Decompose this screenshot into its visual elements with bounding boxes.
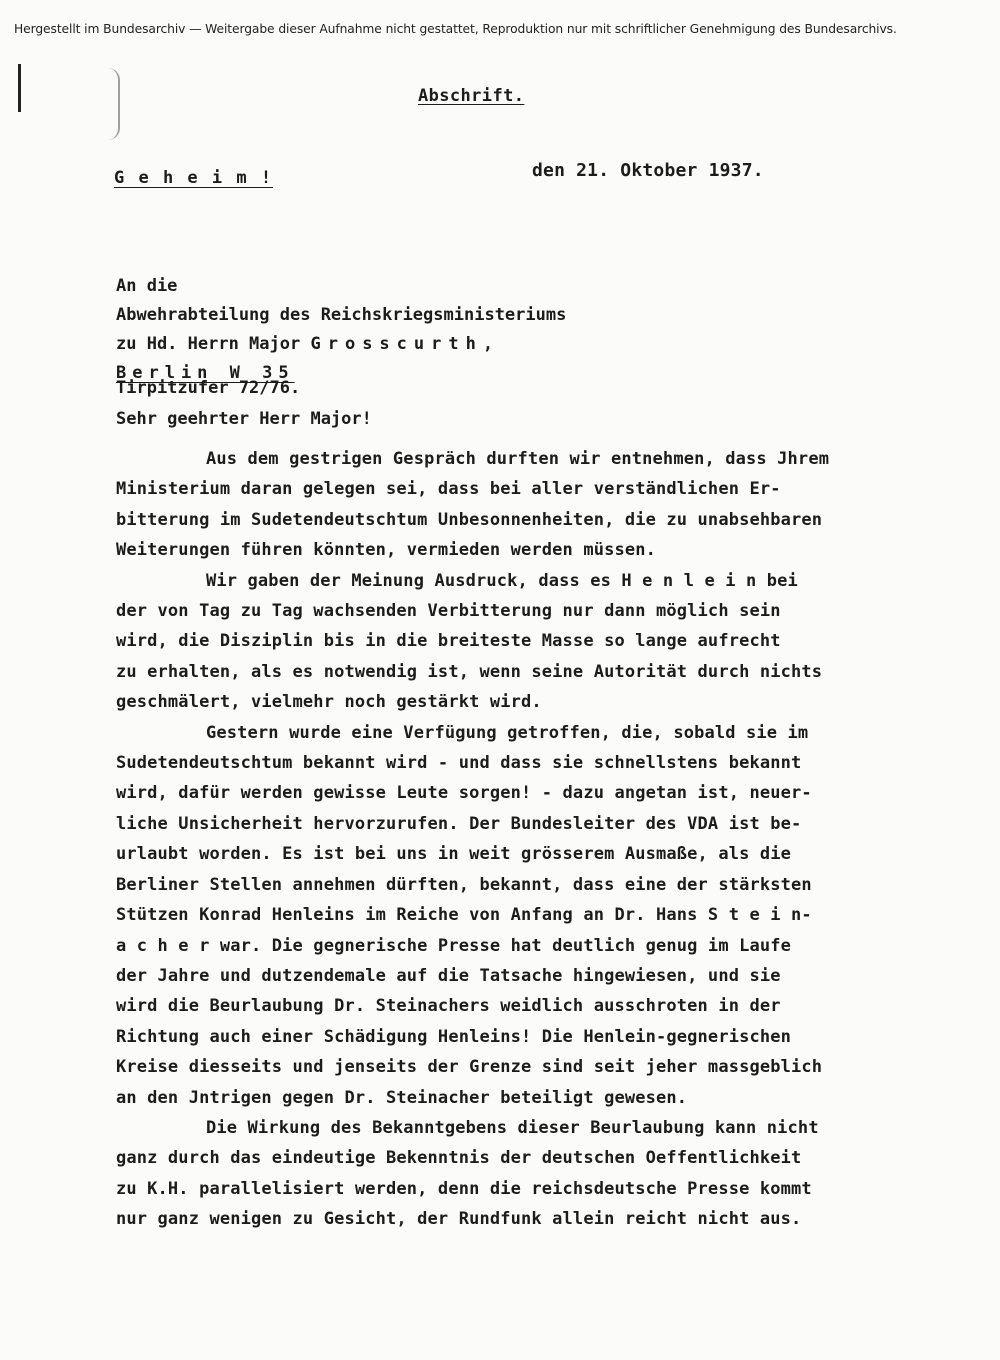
body-line: wird, die Disziplin bis in die breiteste Masse so lange aufrecht xyxy=(116,631,781,652)
address-line: Abwehrabteilung des Reichskriegsministeriums xyxy=(116,305,567,325)
body-line: liche Unsicherheit hervorzurufen. Der Bundesleiter des VDA ist be- xyxy=(116,813,802,834)
body-line: Kreise diesseits und jenseits der Grenze sind seit jeher massgeblich xyxy=(116,1057,823,1078)
body-line: nur ganz wenigen zu Gesicht, der Rundfunk allein reicht nicht aus. xyxy=(116,1209,802,1230)
body-line: der Jahre und dutzendemale auf die Tatsache hingewiesen, und sie xyxy=(116,965,781,986)
classification-mark: G e h e i m ! xyxy=(114,168,274,188)
address-line: An die xyxy=(116,276,178,296)
body-line: wird, dafür werden gewisse Leute sorgen! - dazu angetan ist, neuer- xyxy=(116,783,812,804)
address-prefix: zu Hd. Herrn Major xyxy=(116,334,301,354)
address-block xyxy=(116,272,566,403)
body-line: Richtung auch einer Schädigung Henleins! Die Henlein-gegnerischen xyxy=(116,1026,792,1047)
body-line: a c h e r war. Die gegnerische Presse hat deutlich genug im Laufe xyxy=(116,935,792,956)
body-line: zu erhalten, als es notwendig ist, wenn seine Autorität durch nichts xyxy=(116,661,823,682)
body-line: Sudetendeutschtum bekannt wird - und dass sie schnellstens bekannt xyxy=(116,753,802,774)
body-line: Gestern wurde eine Verfügung getroffen, die, sobald sie im xyxy=(206,722,809,743)
body-line: Die Wirkung des Bekanntgebens dieser Beurlaubung kann nicht xyxy=(206,1117,819,1138)
body-line: an den Jntrigen gegen Dr. Steinacher beteiligt gewesen. xyxy=(116,1087,688,1108)
address-line xyxy=(116,330,566,359)
document-heading: Abschrift. xyxy=(418,86,525,106)
body-line: ganz durch das eindeutige Bekenntnis der deutschen Oeffentlichkeit xyxy=(116,1148,802,1169)
archive-notice: Hergestellt im Bundesarchiv — Weitergabe dieser Aufnahme nicht gestattet, Reproduktion nur mit schriftlicher Genehmigung des Bundesarchivs. xyxy=(14,22,897,36)
address-city: Berlin W 35 xyxy=(116,363,295,383)
body-line: bitterung im Sudetendeutschtum Unbesonnenheiten, die zu unabsehbaren xyxy=(116,509,823,530)
body-line: Wir gaben der Meinung Ausdruck, dass es H e n l e i n bei xyxy=(206,570,798,591)
body-line: zu K.H. parallelisiert werden, denn die reichsdeutsche Presse kommt xyxy=(116,1178,812,1199)
body-line: Ministerium daran gelegen sei, dass bei aller verständlichen Er- xyxy=(116,479,781,500)
letter-date: den 21. Oktober 1937. xyxy=(532,160,764,181)
salutation: Sehr geehrter Herr Major! xyxy=(116,409,372,429)
body-line: geschmälert, vielmehr noch gestärkt wird. xyxy=(116,692,542,713)
body-line: wird die Beurlaubung Dr. Steinachers weidlich ausschroten in der xyxy=(116,996,781,1017)
body-line: der von Tag zu Tag wachsenden Verbitterung nur dann möglich sein xyxy=(116,601,781,622)
body-line: Aus dem gestrigen Gespräch durften wir entnehmen, dass Jhrem xyxy=(206,449,830,469)
margin-mark xyxy=(18,64,21,112)
body-line: urlaubt worden. Es ist bei uns in weit grösserem Ausmaße, als die xyxy=(116,844,792,865)
letter-body xyxy=(116,444,966,1235)
recipient-name: Grosscurth, xyxy=(310,334,501,354)
address-street: Tirpitzufer 72/76. xyxy=(116,378,301,398)
body-line: Stützen Konrad Henleins im Reiche von Anfang an Dr. Hans S t e i n- xyxy=(116,905,812,926)
body-line: Weiterungen führen könnten, vermieden werden müssen. xyxy=(116,540,657,561)
body-line: Berliner Stellen annehmen dürften, bekannt, dass eine der stärksten xyxy=(116,874,812,895)
handwritten-mark xyxy=(96,68,120,140)
